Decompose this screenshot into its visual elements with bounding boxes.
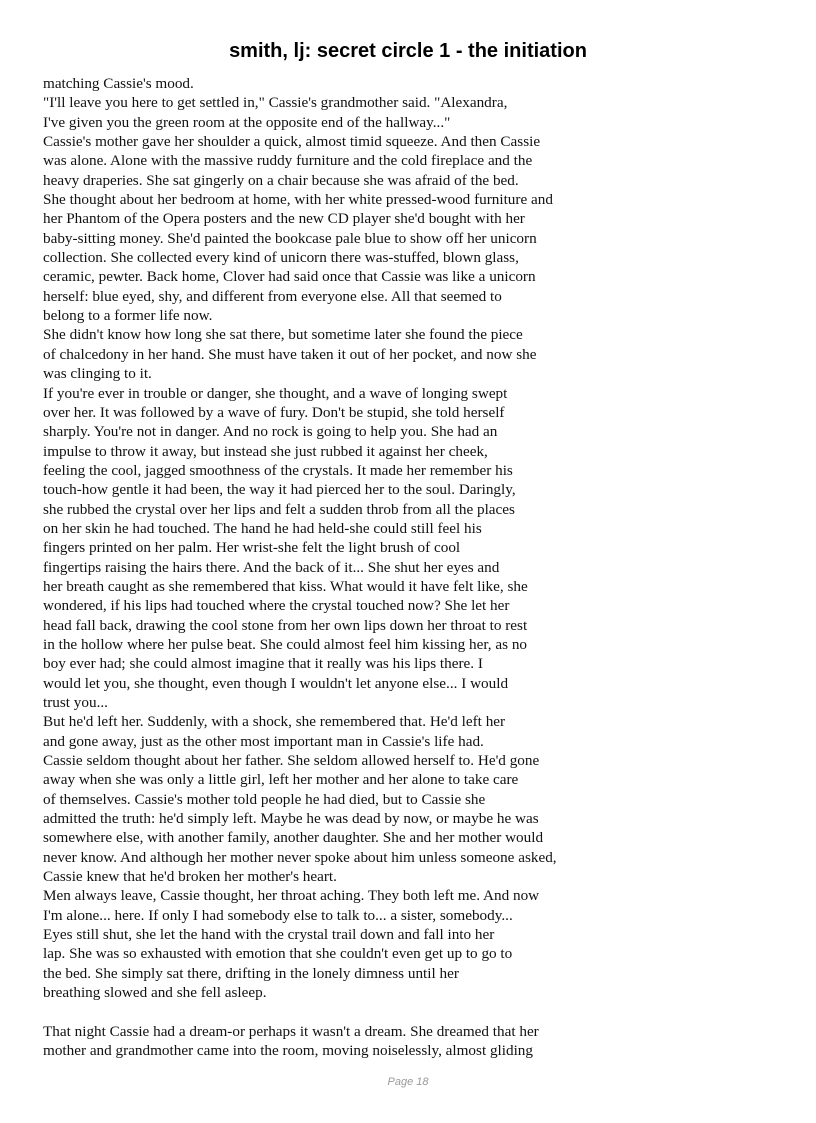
text-line: ceramic, pewter. Back home, Clover had said once that Cassie was like a unicorn: [43, 268, 536, 286]
page-number: Page 18: [387, 1076, 429, 1088]
text-line: would let you, she thought, even though I wouldn't let anyone else... I would: [43, 674, 509, 692]
text-line: collection. She collected every kind of unicorn there was-stuffed, blown glass,: [43, 249, 519, 267]
text-line: "I'll leave you here to get settled in," Cassie's grandmother said. "Alexandra,: [43, 94, 508, 112]
text-line: Cassie's mother gave her shoulder a quick, almost timid squeeze. And then Cassie: [43, 133, 541, 151]
text-line: belong to a former life now.: [43, 307, 213, 325]
text-line: boy ever had; she could almost imagine that it really was his lips there. I: [43, 655, 483, 673]
text-line: impulse to throw it away, but instead she just rubbed it against her cheek,: [43, 442, 488, 460]
text-line: She didn't know how long she sat there, but sometime later she found the piece: [43, 326, 523, 344]
text-line: lap. She was so exhausted with emotion that she couldn't even get up to go to: [43, 945, 513, 963]
text-line: Cassie seldom thought about her father. She seldom allowed herself to. He'd gone: [43, 752, 540, 770]
text-line: That night Cassie had a dream-or perhaps it wasn't a dream. She dreamed that her: [43, 1022, 539, 1040]
text-line: and gone away, just as the other most important man in Cassie's life had.: [43, 732, 484, 750]
text-line: Cassie knew that he'd broken her mother's heart.: [43, 868, 337, 886]
text-line: wondered, if his lips had touched where the crystal touched now? She let her: [43, 597, 510, 615]
text-line: away when she was only a little girl, left her mother and her alone to take care: [43, 771, 519, 789]
text-line: touch-how gentle it had been, the way it had pierced her to the soul. Daringly,: [43, 481, 516, 499]
text-line: sharply. You're not in danger. And no rock is going to help you. She had an: [43, 423, 498, 441]
text-line: trust you...: [43, 694, 108, 711]
text-line: feeling the cool, jagged smoothness of the crystals. It made her remember his: [43, 461, 513, 479]
text-line: herself: blue eyed, shy, and different from everyone else. All that seemed to: [43, 287, 502, 305]
document-body: [43, 74, 783, 1061]
text-line: her Phantom of the Opera posters and the new CD player she'd bought with her: [43, 210, 525, 228]
text-line: baby-sitting money. She'd painted the bookcase pale blue to show off her unicorn: [43, 229, 537, 247]
text-line: of chalcedony in her hand. She must have taken it out of her pocket, and now she: [43, 345, 537, 363]
text-line: mother and grandmother came into the room, moving noiselessly, almost gliding: [43, 1042, 533, 1060]
text-line: Men always leave, Cassie thought, her throat aching. They both left me. And now: [43, 887, 540, 905]
text-line: of themselves. Cassie's mother told people he had died, but to Cassie she: [43, 790, 486, 808]
text-line: matching Cassie's mood.: [43, 75, 194, 92]
text-line: the bed. She simply sat there, drifting in the lonely dimness until her: [43, 964, 459, 982]
text-line: heavy draperies. She sat gingerly on a chair because she was afraid of the bed.: [43, 171, 519, 189]
document-title: smith, lj: secret circle 1 - the initiation: [229, 40, 587, 62]
text-line: She thought about her bedroom at home, with her white pressed-wood furniture and: [43, 191, 553, 209]
text-line: never know. And although her mother never spoke about him unless someone asked,: [43, 848, 557, 866]
text-line: over her. It was followed by a wave of fury. Don't be stupid, she told herself: [43, 403, 505, 421]
text-line: she rubbed the crystal over her lips and felt a sudden throb from all the places: [43, 500, 515, 518]
text-line: somewhere else, with another family, another daughter. She and her mother would: [43, 829, 544, 847]
text-line: breathing slowed and she fell asleep.: [43, 984, 267, 1002]
text-line: Eyes still shut, she let the hand with the crystal trail down and fall into her: [43, 926, 495, 944]
text-line: head fall back, drawing the cool stone from her own lips down her throat to rest: [43, 616, 528, 634]
text-line: was clinging to it.: [43, 365, 152, 383]
text-line: on her skin he had touched. The hand he had held-she could still feel his: [43, 519, 482, 537]
text-line: fingers printed on her palm. Her wrist-she felt the light brush of cool: [43, 539, 461, 557]
text-line: But he'd left her. Suddenly, with a shock, she remembered that. He'd left her: [43, 713, 506, 731]
text-line: in the hollow where her pulse beat. She could almost feel him kissing her, as no: [43, 635, 528, 653]
text-line: [43, 1003, 783, 1022]
text-line: admitted the truth: he'd simply left. Maybe he was dead by now, or maybe he was: [43, 810, 539, 828]
text-line: I'm alone... here. If only I had somebody else to talk to... a sister, somebody...: [43, 906, 513, 924]
text-line: I've given you the green room at the opposite end of the hallway...": [43, 113, 451, 131]
text-line: If you're ever in trouble or danger, she thought, and a wave of longing swept: [43, 384, 508, 402]
text-line: was alone. Alone with the massive ruddy furniture and the cold fireplace and the: [43, 152, 533, 170]
text-line: fingertips raising the hairs there. And the back of it... She shut her eyes and: [43, 558, 500, 576]
text-line: her breath caught as she remembered that kiss. What would it have felt like, she: [43, 577, 528, 595]
